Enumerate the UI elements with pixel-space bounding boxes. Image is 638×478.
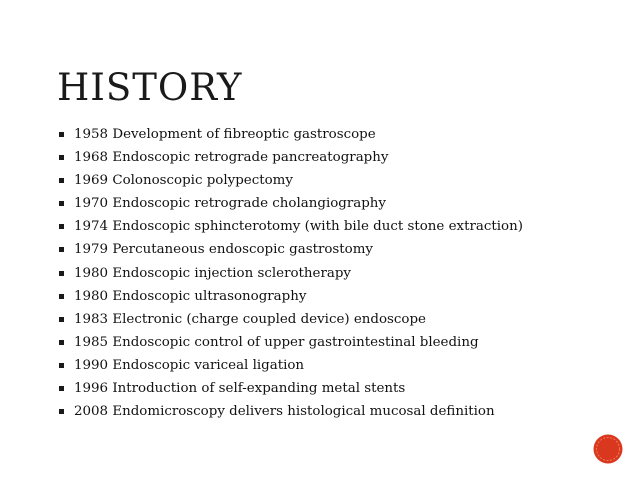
square-bullet-icon [59, 294, 64, 299]
square-bullet-icon [59, 224, 64, 229]
bullet-list [57, 123, 617, 423]
slide-title: HISTORY [57, 66, 243, 109]
bullet-item [57, 262, 617, 285]
bullet-text: 1968 Endoscopic retrograde pancreatography [74, 150, 389, 166]
bullet-text: 1974 Endoscopic sphincterotomy (with bile duct stone extraction) [74, 219, 523, 235]
bullet-item [57, 146, 617, 169]
bullet-text: 1983 Electronic (charge coupled device) endoscope [74, 311, 426, 327]
bullet-text: 1980 Endoscopic ultrasonography [74, 288, 307, 304]
square-bullet-icon [59, 317, 64, 322]
square-bullet-icon [59, 271, 64, 276]
bullet-item [57, 169, 617, 192]
bullet-text: 2008 Endomicroscopy delivers histological mucosal definition [74, 404, 495, 420]
square-bullet-icon [59, 132, 64, 137]
page-badge-graphic [592, 433, 624, 465]
bullet-text: 1979 Percutaneous endoscopic gastrostomy [74, 242, 373, 258]
bullet-item [57, 354, 617, 377]
square-bullet-icon [59, 409, 64, 414]
bullet-item [57, 400, 617, 423]
bullet-item [57, 331, 617, 354]
square-bullet-icon [59, 247, 64, 252]
square-bullet-icon [59, 386, 64, 391]
square-bullet-icon [59, 201, 64, 206]
bullet-text: 1969 Colonoscopic polypectomy [74, 173, 293, 189]
bullet-item [57, 215, 617, 238]
bullet-text: 1985 Endoscopic control of upper gastrointestinal bleeding [74, 334, 479, 350]
badge-fill [594, 435, 623, 464]
bullet-item [57, 377, 617, 400]
bullet-item [57, 285, 617, 308]
square-bullet-icon [59, 155, 64, 160]
square-bullet-icon [59, 363, 64, 368]
bullet-item [57, 238, 617, 261]
bullet-text: 1970 Endoscopic retrograde cholangiography [74, 196, 386, 212]
square-bullet-icon [59, 340, 64, 345]
page-number-badge-icon [592, 433, 624, 465]
square-bullet-icon [59, 178, 64, 183]
bullet-text: 1958 Development of fibreoptic gastroscope [74, 127, 376, 142]
bullet-item [57, 123, 617, 146]
bullet-text: 1996 Introduction of self-expanding metal stents [74, 381, 406, 397]
bullet-item [57, 308, 617, 331]
bullet-item [57, 192, 617, 215]
bullet-text: 1980 Endoscopic injection sclerotherapy [74, 265, 351, 281]
bullet-text: 1990 Endoscopic variceal ligation [74, 357, 305, 373]
